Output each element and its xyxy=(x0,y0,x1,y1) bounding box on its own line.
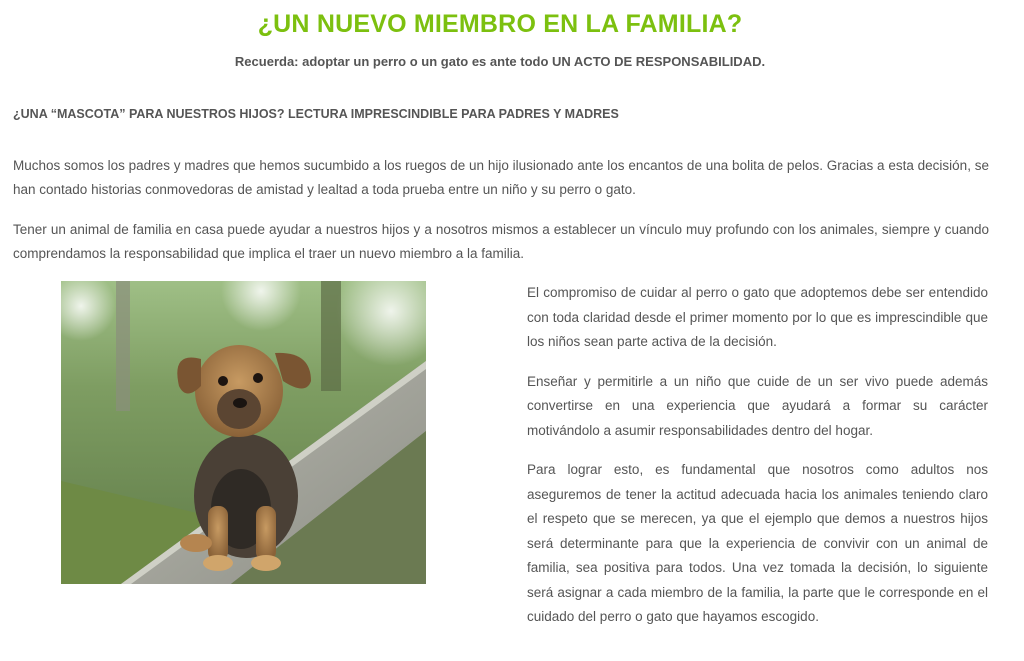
side-paragraph-3: Para lograr esto, es fundamental que nosotros como adultos nos aseguremos de tener la actitud adecuada hacia los animales teniendo claro el respeto que se merecen, ya que el ejemplo que demos a nuestros hijos será determinante para que la experiencia de convivir con un animal de familia, sea positiva para todos. Una vez tomada la decisión, lo siguiente será asignar a cada miembro de la familia, la parte que le corresponde en el cuidado del perro o gato que hayamos escogido. xyxy=(527,462,988,624)
intro-paragraph-1: Muchos somos los padres y madres que hemos sucumbido a los ruegos de un hijo ilusionado ante los encantos de una bolita de pelos. Gracias a esta decisión, se han contado historias conmovedoras de amistad y lealtad a toda prueba entre un niño y su perro o gato. xyxy=(13,158,989,197)
page-title: ¿UN NUEVO MIEMBRO EN LA FAMILIA? xyxy=(257,10,743,38)
subtitle: Recuerda: adoptar un perro o un gato es ante todo UN ACTO DE RESPONSABILIDAD. xyxy=(234,54,766,69)
puppy-photo xyxy=(61,281,426,584)
section-heading: ¿UNA “MASCOTA” PARA NUESTROS HIJOS? LECTURA IMPRESCINDIBLE PARA PADRES Y MADRES xyxy=(13,107,619,121)
side-paragraph-2: Enseñar y permitirle a un niño que cuide de un ser vivo puede además convertirse en una experiencia que ayudará a formar su carácter motivándolo a asumir responsabilidades dentro del hogar. xyxy=(527,373,988,438)
intro-paragraph-2: Tener un animal de familia en casa puede ayudar a nuestros hijos y a nosotros mismos a establecer un vínculo muy profundo con los animales, siempre y cuando comprendamos la responsabilidad que implica el traer un nuevo miembro a la familia. xyxy=(13,222,989,261)
side-text-column xyxy=(527,281,988,645)
side-paragraph-1: El compromiso de cuidar al perro o gato que adoptemos debe ser entendido con toda claridad desde el primer momento por lo que es imprescindible que los niños sean parte activa de la decisión. xyxy=(527,285,988,349)
